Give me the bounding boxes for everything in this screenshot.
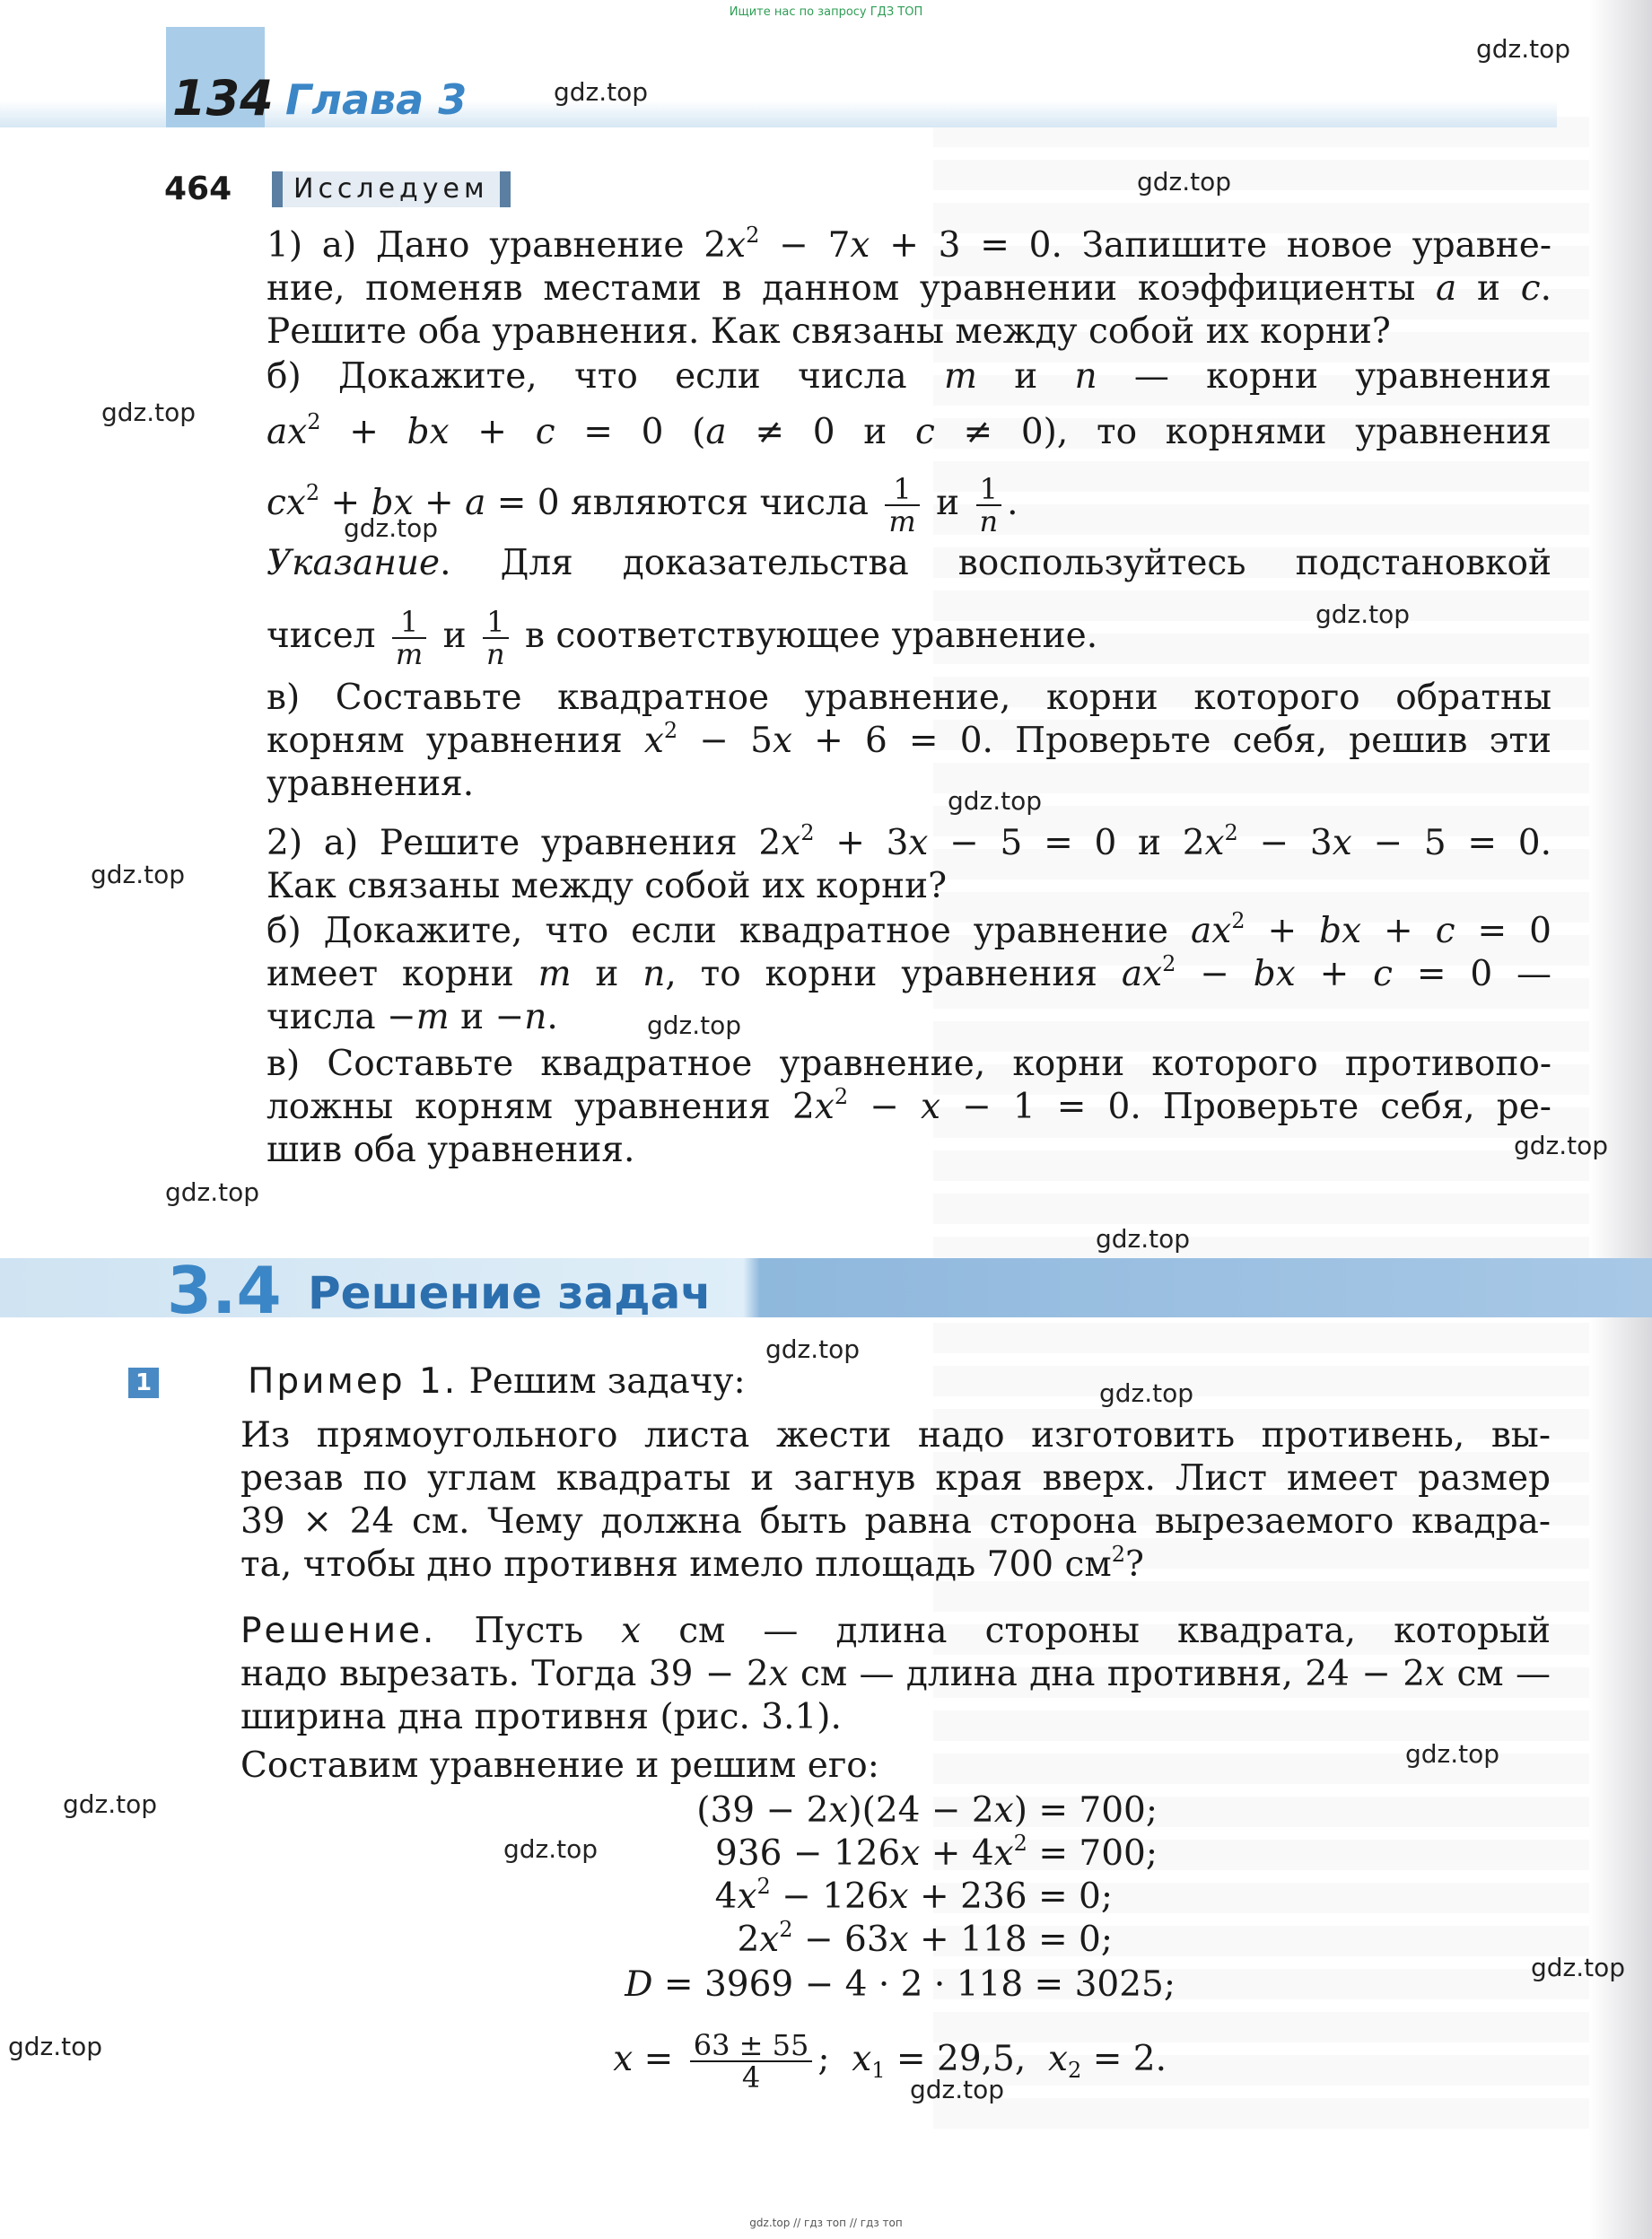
text-line: б) Докажите, что если квадратное уравнение $ax^2$ + bx + c = 0 [267,908,1551,951]
text-line: $cx^2$ + bx + a = 0 являются числа $\frac{1}{m}$ и $\frac{1}{n}$ . [267,472,1018,538]
watermark: gdz.top [1405,1739,1500,1769]
equation-line: D = 3969 − 4 · 2 · 118 = 3025; [625,1964,1176,2005]
text-line: Составим уравнение и решим его: [240,1745,879,1786]
watermark: gdz.top [554,77,649,107]
watermark: gdz.top [1096,1224,1191,1254]
watermark: gdz.top [8,2032,103,2061]
watermark: gdz.top [1099,1378,1194,1408]
text-line: б) Докажите, что если числа m и n — корни уравнения [267,356,1551,397]
text-line: 39 × 24 см. Чему должна быть равна сторона вырезаемого квадра- [240,1501,1551,1542]
section-number: 3.4 [167,1253,282,1328]
equation-line: $4x^2 - 126x + 236 = 0$; [714,1874,1113,1917]
text-line: числа −m и −n. [267,997,558,1037]
text-line: резав по углам квадраты и загнув края вверх. Лист имеет размер [240,1458,1551,1499]
exercise-tag: Исследуем [272,171,511,207]
watermark: gdz.top [344,513,439,543]
text-line: 2) а) Решите уравнения $2x^2 + 3x - 5 = 0$ и $2x^2 - 3x - 5 = 0$. [267,820,1552,863]
text-line: имеет корни m и n, то корни уравнения $ax^2$ − bx + c = 0 — [267,951,1552,994]
example-label: Пример 1. [248,1361,459,1402]
watermark: gdz.top [91,860,186,889]
equation-line: (39 − 2x)(24 − 2x) = 700; [696,1790,1158,1831]
page-number: 134 [172,70,274,127]
watermark: gdz.top [101,398,197,427]
text-line: корням уравнения $x^2 - 5x + 6 = 0$. Проверьте себя, решив эти [267,718,1551,761]
text-line: ширина дна противня (рис. 3.1). [240,1697,842,1737]
watermark: gdz.top [1514,1131,1609,1160]
watermark: gdz.top [1476,34,1571,64]
text-line: в) Составьте квадратное уравнение, корни которого противопо- [267,1044,1551,1084]
watermark: gdz.top [1315,599,1411,629]
text-line: шив оба уравнения. [267,1130,635,1170]
watermark: gdz.top [165,1177,260,1207]
text-line: надо вырезать. Тогда 39 − 2x см — длина дна противня, 24 − 2x см — [240,1654,1551,1694]
page-edge-shadow [1589,0,1652,2239]
text-line: Из прямоугольного листа жести надо изготовить противень, вы- [240,1415,1551,1456]
solution-label: Решение. [240,1611,437,1651]
text-line: та, чтобы дно противня имело площадь 700 $см^2$? [240,1542,1144,1585]
watermark: gdz.top [948,786,1043,816]
top-note: Ищите нас по запросу ГДЗ ТОП [729,5,923,19]
watermark: gdz.top [765,1334,861,1364]
watermark: gdz.top [647,1010,742,1040]
watermark: gdz.top [63,1789,158,1819]
watermark: gdz.top [1137,167,1232,197]
watermark: gdz.top [1531,1953,1626,1982]
watermark: gdz.top [910,2075,1005,2104]
chapter-title: Глава 3 [285,75,468,124]
text-line: 1) а) Дано уравнение $2x^2 - 7x + 3 = 0$. Запишите новое уравне- [267,223,1552,266]
item-marker: 1 [128,1368,159,1398]
text-line: в) Составьте квадратное уравнение, корни которого обратны [267,678,1551,718]
text-line: уравнения. [267,764,475,804]
equation-line: x = $\frac{63 \pm 55}{4}$ ; $x_1 = 29,5$, $x_2 = 2$. [613,2028,1167,2095]
bottom-note: gdz.top // гдз топ // гдз топ [749,2217,903,2229]
text-line: чисел $\frac{1}{m}$ и $\frac{1}{n}$ в соответствующее уравнение. [267,605,1098,671]
example-heading [248,1360,1558,1404]
exercise-number: 464 [164,171,232,207]
text-line: Решите оба уравнения. Как связаны между собой их корни? [267,311,1391,352]
text-line: Как связаны между собой их корни? [267,866,947,906]
text-line: Решение. Пусть x см — длина стороны квадрата, который [240,1611,1551,1651]
text-line: Указание. Для доказательства воспользуйтесь подстановкой [267,543,1551,583]
section-title: Решение задач [308,1267,712,1319]
equation-line: $2x^2 - 63x + 118 = 0$; [737,1917,1113,1960]
text-line: $ax^2$ + bx + c = 0 (a ≠ 0 и c ≠ 0), то корнями уравнения [267,409,1551,452]
equation-line: $936 - 126x + 4x^2 = 700$; [715,1831,1158,1874]
watermark: gdz.top [503,1834,599,1864]
text-line: ние, поменяв местами в данном уравнении коэффициенты a и c. [267,268,1551,309]
example-intro: Решим задачу: [468,1361,746,1402]
text-line: ложны корням уравнения $2x^2 - x - 1 = 0$. Проверьте себя, ре- [267,1084,1551,1127]
